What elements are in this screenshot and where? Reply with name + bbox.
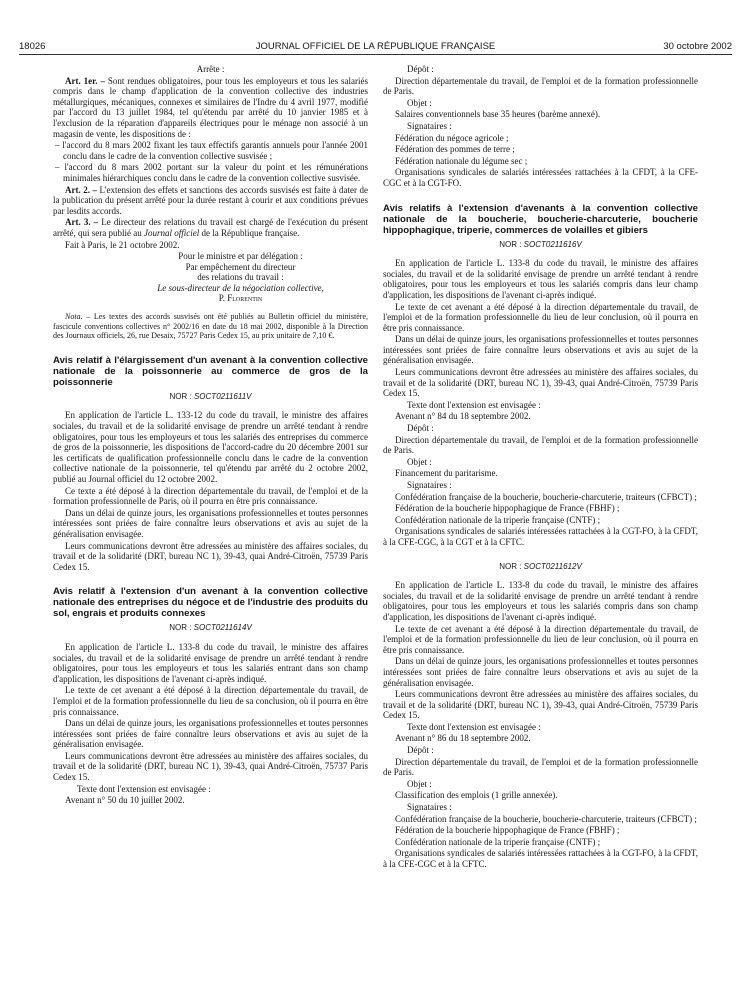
signataire: Organisations syndicales de salariés intéressées rattachées à la CGT-FO, à la CFDT, à la CFE-CGC et à la CFTC.	[383, 848, 698, 869]
nor-reference	[53, 392, 368, 403]
paragraph: Dans un délai de quinze jours, les organisations professionnelles et toutes personnes intéressées sont priées de faire connaître leurs observations et avis au sujet de la généralisation envisagée.	[383, 656, 698, 688]
signataire: Fédération de la boucherie hippophagique de France (FBHF) ;	[395, 825, 620, 836]
journal-officiel-ref: Journal officiel	[143, 227, 200, 238]
paragraph: En application de l'article L. 133-8 du code du travail, le ministre des affaires sociales, du travail et de la solidarité envisage de prendre un arrêté tendant à rendre obligatoires, pour tous les employeurs et tous les salariés entrant dans son champ d'application, les dispositions de l'avenant ci-après indiqué.	[53, 641, 368, 684]
nor-label: NOR :	[169, 623, 192, 633]
objet-text: Classification des emplois (1 grille annexée).	[395, 790, 558, 801]
nor-label: NOR :	[169, 391, 192, 401]
notice-heading: Avis relatif à l'extension d'un avenant à la convention collective nationale des entreprises du négoce et de l'industrie des produits du sol, engrais et produits connexes	[53, 586, 368, 620]
signature-line: Par empêchement du directeur	[185, 261, 296, 272]
avenant-ref: Avenant n° 84 du 18 septembre 2002.	[395, 411, 531, 422]
nor-reference	[383, 240, 698, 251]
signataires-label: Signataires :	[407, 120, 452, 131]
signataires-label: Signataires :	[407, 480, 452, 490]
paragraph: Ce texte a été déposé à la direction départementale du travail, de l'emploi et de la formation professionnelle de Paris, où il pourra en être pris connaissance.	[53, 485, 368, 507]
avenant-ref: Avenant n° 86 du 18 septembre 2002.	[395, 733, 531, 744]
signataire: Fédération des pommes de terre ;	[395, 144, 515, 155]
signataire: Confédération française de la boucherie, boucherie-charcuterie, traiteurs (CFBCT) ;	[395, 491, 697, 502]
article-1-item: – l'accord du 8 mars 2002 fixant les taux effectifs garantis annuels pour l'année 2001 conclu dans le cadre de la convention collective susvisée ;	[55, 140, 368, 161]
article-1-label: Art. 1er. –	[65, 75, 105, 86]
article-3-text: Le directeur des relations du travail est chargé de l'exécution du présent arrêté, qui sera publié au	[53, 217, 368, 238]
nor-code: SOCT0211614V	[193, 623, 252, 633]
signataire: Confédération nationale de la triperie française (CNTF) ;	[395, 514, 601, 525]
nota-text: – Les textes des accords susvisés ont été publiés au Bulletin officiel du ministère, fascicule conventions collectives n° 2002/16 en date du 18 mai 2002, disponible à la Direction des Journaux officiels, 26, rue Desaix, 75727 Paris Cedex 15, au prix unitaire de 7,10 €.	[53, 312, 368, 341]
signataire: Fédération du négoce agricole ;	[395, 132, 509, 143]
signature-line: Pour le ministre et par délégation :	[178, 251, 303, 262]
signataire: Organisations syndicales de salariés intéressées rattachées à la CFDT, à la CFE-CGC et à la CGT-FO.	[383, 167, 698, 188]
article-1-item: – l'accord du 8 mars 2002 portant sur la valeur du point et les rémunérations minimales hiérarchiques conclu dans le cadre de la convention collective susvisée.	[55, 162, 368, 183]
paragraph: Dans un délai de quinze jours, les organisations professionnelles et toutes personnes intéressées sont priées de faire connaître leurs observations et avis au sujet de la généralisation envisagée.	[383, 334, 698, 366]
signatory-name: P. Florentin	[218, 293, 263, 304]
notice-heading: Avis relatif à l'élargissement d'un avenant à la convention collective nationale de la poissonnerie au commerce de gros de la poissonnerie	[53, 354, 368, 388]
article-3-label: Art. 3. –	[65, 217, 99, 228]
page-number: 18026	[19, 41, 46, 52]
signataire: Fédération nationale du légume sec ;	[395, 155, 528, 166]
article-3	[53, 217, 368, 238]
paragraph: En application de l'article L. 133-12 du code du travail, le ministre des affaires sociales, du travail et de la solidarité envisage de prendre un arrêté tendant à rendre obligatoires, pour tous les employeurs et tous les salariés des entreprises du commerce de gros de la poissonnerie, les dispositions de l'accord-cadre du 20 décembre 2001 sur les certificats de qualification professionnelle conclu dans le cadre de la convention collective nationale de la poissonnerie, tel qu'étendu par arrêté du 2 octobre 2002, publié au Journal officiel du 12 octobre 2002.	[53, 410, 368, 484]
depot-text: Direction départementale du travail, de l'emploi et de la formation professionnelle de Paris.	[383, 434, 698, 456]
nor-code: SOCT0211612V	[523, 561, 582, 571]
paragraph: Le texte de cet avenant a été déposé à la direction départementale du travail, de l'emploi et de la formation professionnelle du lieu de leur conclusion, où il pourra en être pris connaissance.	[383, 301, 698, 333]
paragraph: Dans un délai de quinze jours, les organisations professionnelles et toutes personnes intéressées sont priées de faire connaître leurs observations et avis au sujet de la généralisation envisagée.	[53, 718, 368, 750]
article-3-text-end: de la République française.	[201, 227, 300, 238]
article-2-text: L'extension des effets et sanctions des accords susvisés est faite à dater de la publication du présent arrêté pour la durée restant à courir et aux conditions prévues par lesdits accords.	[53, 184, 369, 216]
paragraph: Le texte de cet avenant a été déposé à la direction départementale du travail, de l'emploi et de la formation professionnelle du lieu de sa conclusion, où il pourra en être pris connaissance.	[53, 685, 368, 717]
nor-code: SOCT0211611V	[193, 391, 252, 401]
issue-date: 30 octobre 2002	[663, 41, 732, 52]
depot-label: Dépôt :	[407, 423, 434, 434]
right-column	[383, 64, 698, 871]
notice-heading: Avis relatifs à l'extension d'avenants à la convention collective nationale de la boucherie, boucherie-charcuterie, boucherie hippophagique, triperie, commerces de volailles et gibiers	[383, 202, 698, 236]
depot-text: Direction départementale du travail, de l'emploi et de la formation professionnelle de Paris.	[383, 756, 698, 778]
objet-text: Salaires conventionnels base 35 heures (barème annexé).	[395, 109, 601, 120]
nor-reference	[383, 562, 698, 573]
signature-line: des relations du travail :	[197, 272, 284, 283]
signataire: Confédération nationale de la triperie française (CNTF) ;	[395, 836, 601, 847]
objet-label: Objet :	[407, 456, 432, 467]
paragraph: Leurs communications devront être adressées au ministère des affaires sociales, du travail et de la solidarité (DRT, bureau NC 1), 39-43, quai André-Citroën, 75739 Paris Cedex 15.	[383, 689, 698, 721]
nor-label: NOR :	[499, 239, 522, 249]
paragraph: Le texte de cet avenant a été déposé à la direction départementale du travail, de l'emploi et de la formation professionnelle du lieu de leur conclusion, où il pourra en être pris connaissance.	[383, 623, 698, 655]
journal-title: JOURNAL OFFICIEL DE LA RÉPUBLIQUE FRANÇAISE	[255, 41, 496, 52]
paragraph: Leurs communications devront être adressées au ministère des affaires sociales, du travail et de la solidarité (DRT, bureau NC 1), 39-43, quai André-Citroën, 75737 Paris Cedex 15.	[53, 750, 368, 783]
fait-a-paris: Fait à Paris, le 21 octobre 2002.	[65, 239, 180, 250]
objet-label: Objet :	[407, 97, 432, 108]
article-1	[53, 76, 368, 140]
texte-envisage: Texte dont l'extension est envisagée :	[77, 783, 211, 794]
signature-block	[113, 251, 368, 304]
page-header	[19, 38, 732, 55]
depot-label: Dépôt :	[407, 64, 434, 74]
article-1-text: Sont rendues obligatoires, pour tous les employeurs et tous les salariés compris dans le champ d'application de la convention collective des industries métallurgiques, mécaniques, connexes et similaires de l'Indre du 4 avril 1977, modifié par l'accord du 13 juillet 1984, tel qu'étendu par arrêté du 10 janvier 1985 et à l'exclusion de la réparation d'appareils électriques pour le ménage non associé à un magasin de vente, les dispositions de :	[53, 75, 369, 139]
avenant-ref: Avenant n° 50 du 10 juillet 2002.	[65, 795, 185, 806]
arrete-heading: Arrête :	[196, 64, 225, 74]
article-2-label: Art. 2. –	[65, 184, 97, 195]
depot-label: Dépôt :	[407, 745, 434, 756]
signataires-label: Signataires :	[407, 802, 452, 813]
paragraph: En application de l'article L. 133-8 du code du travail, le ministre des affaires sociales, du travail et de la solidarité envisage de prendre un arrêté tendant à rendre obligatoires, pour tous les employeurs et tous les salariés compris dans son champ d'application, les dispositions de l'avenant ci-après indiqué.	[383, 580, 698, 622]
nota-label: Nota.	[65, 312, 83, 322]
nor-label: NOR :	[499, 561, 522, 571]
paragraph: Leurs communications devront être adressées au ministère des affaires sociales, du travail et de la solidarité (DRT, bureau NC 1), 39-43, quai André-Citroën, 75739 Paris Cedex 15.	[383, 367, 698, 399]
nota	[53, 312, 368, 341]
nor-reference	[53, 623, 368, 634]
signataire: Confédération française de la boucherie, boucherie-charcuterie, traiteurs (CFBCT) ;	[395, 813, 697, 824]
signature-line: Le sous-directeur de la négociation collective,	[157, 282, 324, 293]
nor-code: SOCT0211616V	[523, 239, 582, 249]
paragraph: Dans un délai de quinze jours, les organisations professionnelles et toutes personnes intéressées sont priées de faire connaître leurs observations et avis au sujet de la généralisation envisagée.	[53, 507, 368, 539]
signataire: Organisations syndicales de salariés intéressées rattachées à la CGT-FO, à la CFDT, à la CFE-CGC, à la CGT et à la CFTC.	[383, 526, 698, 547]
texte-envisage: Texte dont l'extension est envisagée :	[407, 721, 541, 732]
signataire: Fédération de la boucherie hippophagique de France (FBHF) ;	[395, 503, 620, 514]
objet-label: Objet :	[407, 778, 432, 789]
depot-text: Direction départementale du travail, de l'emploi et de la formation professionnelle de Paris.	[383, 75, 698, 97]
left-column	[53, 64, 368, 807]
texte-envisage: Texte dont l'extension est envisagée :	[407, 399, 541, 410]
paragraph: En application de l'article L. 133-8 du code du travail, le ministre des affaires sociales, du travail et de la solidarité envisage de prendre un arrêté tendant à rendre obligatoires, pour tous les employeurs et tous les salariés compris dans leur champ d'application, les dispositions de l'avenant ci-après indiqué.	[383, 258, 698, 300]
paragraph: Leurs communications devront être adressées au ministère des affaires sociales, du travail et de la solidarité (DRT, bureau NC 1), 39-43, quai André-Citroën, 75739 Paris Cedex 15.	[53, 540, 368, 572]
objet-text: Financement du paritarisme.	[395, 468, 498, 479]
article-2	[53, 185, 368, 217]
